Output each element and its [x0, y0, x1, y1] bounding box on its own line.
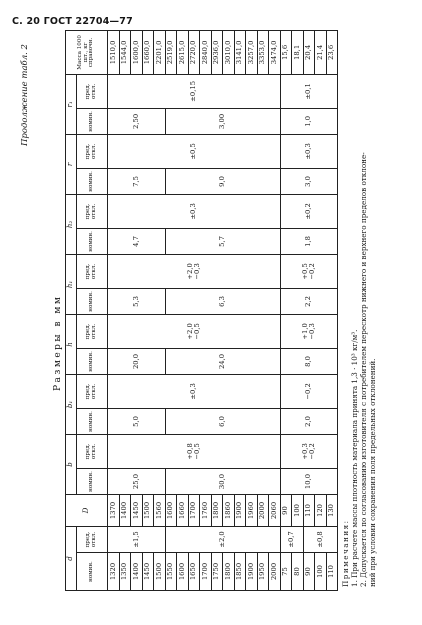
col-r1-header: r₁: [66, 74, 77, 134]
cell-d-deviation: ±2,0: [165, 526, 280, 552]
col-D-header: D: [66, 494, 108, 526]
cell-d-deviation: ±1,5: [108, 526, 166, 552]
cell-d: 1350: [119, 553, 131, 591]
cell-mass: 3474,0: [269, 30, 281, 74]
cell-r1: 2,50: [108, 108, 166, 134]
cell-D: 2060: [269, 494, 281, 526]
cell-d-deviation: ±0,8: [303, 526, 338, 552]
col-r-header: r: [66, 134, 77, 194]
cell-h2-deviation: ±0,2: [280, 194, 338, 228]
subheader-h2-nominal: номин.: [77, 228, 108, 254]
cell-d: 1750: [211, 553, 223, 591]
cell-b-deviation: +0,3 −0,2: [280, 434, 338, 468]
cell-h1-deviation: +0,5 −0,2: [280, 254, 338, 288]
cell-mass: 3353,0: [257, 30, 269, 74]
cell-D: 130: [326, 494, 338, 526]
cell-mass: 3010,0: [223, 30, 235, 74]
cell-d: 2000: [269, 553, 281, 591]
cell-d: 1400: [131, 553, 143, 591]
cell-b1-deviation: ±0,3: [108, 374, 281, 408]
cell-d: 1650: [188, 553, 200, 591]
cell-mass: 1510,0: [108, 30, 120, 74]
col-b-header: b: [66, 434, 77, 494]
cell-mass: 20,4: [303, 30, 315, 74]
cell-d: 1320: [108, 553, 120, 591]
cell-D: 1370: [108, 494, 120, 526]
cell-h1: 6,3: [165, 288, 280, 314]
cell-h2: 4,7: [108, 228, 166, 254]
cell-mass: 2519,0: [165, 30, 177, 74]
cell-d-deviation: ±0,7: [280, 526, 303, 552]
cell-D: 100: [292, 494, 304, 526]
col-h1-header: h₁: [66, 254, 77, 314]
cell-D: 90: [280, 494, 292, 526]
continuation-label: Продолжение табл. 2: [20, 44, 30, 146]
note-2-continued: ний при условии сохранения поля предельных отклонений.: [368, 358, 377, 587]
subheader-d-nominal: номин.: [77, 553, 108, 591]
cell-d: 100: [315, 553, 327, 591]
dimensions-title: Размеры в мм: [53, 294, 63, 391]
subheader-b1-deviation: пред. откл.: [77, 374, 108, 408]
cell-d: 75: [280, 553, 292, 591]
cell-mass: 2720,0: [188, 30, 200, 74]
dimensions-table: [65, 30, 338, 591]
cell-r-deviation: ±0,3: [280, 134, 338, 168]
cell-r1: 1,0: [280, 108, 338, 134]
cell-mass: 3141,0: [234, 30, 246, 74]
cell-h: 24,0: [165, 348, 280, 374]
cell-b1: 6,0: [165, 408, 280, 434]
cell-r1-deviation: ±0,15: [108, 74, 281, 108]
cell-h1: 2,2: [280, 288, 338, 314]
cell-D: 120: [315, 494, 327, 526]
cell-h2: 1,8: [280, 228, 338, 254]
col-h2-header: h₂: [66, 194, 77, 254]
col-mass-header: Масса 1000 шт., кг справочн.: [66, 30, 108, 74]
subheader-h-deviation: пред. откл.: [77, 314, 108, 348]
subheader-h1-nominal: номин.: [77, 288, 108, 314]
cell-mass: 2840,0: [200, 30, 212, 74]
cell-b-deviation: +0,8 −0,5: [108, 434, 281, 468]
col-b1-header: b₁: [66, 374, 77, 434]
cell-d: 80: [292, 553, 304, 591]
cell-mass: 1600,0: [131, 30, 143, 74]
cell-mass: 21,4: [315, 30, 327, 74]
subheader-d-deviation: пред. откл.: [77, 526, 108, 552]
cell-D: 1560: [154, 494, 166, 526]
cell-h1: 5,3: [108, 288, 166, 314]
cell-h: 20,0: [108, 348, 166, 374]
cell-D: 2000: [257, 494, 269, 526]
cell-d: 1700: [200, 553, 212, 591]
cell-D: 110: [303, 494, 315, 526]
cell-h1-deviation: +2,0 −0,3: [108, 254, 281, 288]
cell-D: 1700: [188, 494, 200, 526]
cell-b: 25,0: [108, 468, 166, 494]
notes-block: [341, 37, 377, 587]
cell-d: 1550: [165, 553, 177, 591]
subheader-b-deviation: пред. откл.: [77, 434, 108, 468]
col-h-header: h: [66, 314, 77, 374]
cell-D: 1800: [211, 494, 223, 526]
cell-d: 1600: [177, 553, 189, 591]
cell-h-deviation: +1,0 −0,3: [280, 314, 338, 348]
page-header: С. 20 ГОСТ 22704—77: [12, 16, 133, 27]
cell-D: 1450: [131, 494, 143, 526]
cell-d: 110: [326, 553, 338, 591]
cell-mass: 23,6: [326, 30, 338, 74]
cell-d: 1900: [246, 553, 258, 591]
cell-mass: 1544,0: [119, 30, 131, 74]
cell-D: 1660: [177, 494, 189, 526]
cell-r1-deviation: ±0,1: [280, 74, 338, 108]
cell-d: 90: [303, 553, 315, 591]
cell-D: 1500: [142, 494, 154, 526]
cell-d: 1800: [223, 553, 235, 591]
cell-r1: 3,00: [165, 108, 280, 134]
cell-r: 9,0: [165, 168, 280, 194]
subheader-r-nominal: номин.: [77, 168, 108, 194]
cell-D: 1400: [119, 494, 131, 526]
cell-mass: 2615,0: [177, 30, 189, 74]
table-row: [108, 30, 120, 590]
cell-mass: 2936,0: [211, 30, 223, 74]
cell-b1: 2,0: [280, 408, 338, 434]
cell-D: 1600: [165, 494, 177, 526]
cell-D: 1960: [246, 494, 258, 526]
cell-d: 1500: [154, 553, 166, 591]
cell-b: 10,0: [280, 468, 338, 494]
cell-b1: 5,0: [108, 408, 166, 434]
cell-r-deviation: ±0,5: [108, 134, 281, 168]
cell-mass: 1660,0: [142, 30, 154, 74]
table-row: [280, 30, 292, 590]
cell-b1-deviation: −0,2: [280, 374, 338, 408]
cell-mass: 18,1: [292, 30, 304, 74]
subheader-b-nominal: номин.: [77, 468, 108, 494]
subheader-h2-deviation: пред. откл.: [77, 194, 108, 228]
cell-D: 1760: [200, 494, 212, 526]
cell-h-deviation: +2,0 −0,5: [108, 314, 281, 348]
cell-d: 1850: [234, 553, 246, 591]
rotated-table-page: [17, 31, 417, 591]
col-d-header: d: [66, 526, 77, 590]
subheader-r1-deviation: пред. откл.: [77, 74, 108, 108]
group-header-row: [66, 30, 77, 590]
table-body: [108, 30, 338, 590]
notes-title: Примечания:: [341, 519, 350, 587]
cell-d: 1450: [142, 553, 154, 591]
cell-h2-deviation: ±0,3: [108, 194, 281, 228]
cell-mass: 15,6: [280, 30, 292, 74]
cell-h: 8,0: [280, 348, 338, 374]
cell-mass: 3257,0: [246, 30, 258, 74]
table-row: [165, 30, 177, 590]
subheader-r-deviation: пред. откл.: [77, 134, 108, 168]
cell-b: 30,0: [165, 468, 280, 494]
cell-D: 1900: [234, 494, 246, 526]
subheader-b1-nominal: номин.: [77, 408, 108, 434]
cell-d: 1950: [257, 553, 269, 591]
cell-mass: 2201,0: [154, 30, 166, 74]
cell-D: 1860: [223, 494, 235, 526]
cell-r: 7,5: [108, 168, 166, 194]
note-1: 1. При расчете массы плотность материала принята 1,3 · 10³ кг/м³.: [350, 329, 359, 587]
subheader-h1-deviation: пред. откл.: [77, 254, 108, 288]
subheader-h-nominal: номин.: [77, 348, 108, 374]
cell-r: 3,0: [280, 168, 338, 194]
subheader-r1-nominal: номин.: [77, 108, 108, 134]
note-2: 2. Допускается по согласованию изготовителя с потребителем перескотр нижнего и верхнего пределов отклоне-: [359, 152, 368, 587]
cell-h2: 5,7: [165, 228, 280, 254]
